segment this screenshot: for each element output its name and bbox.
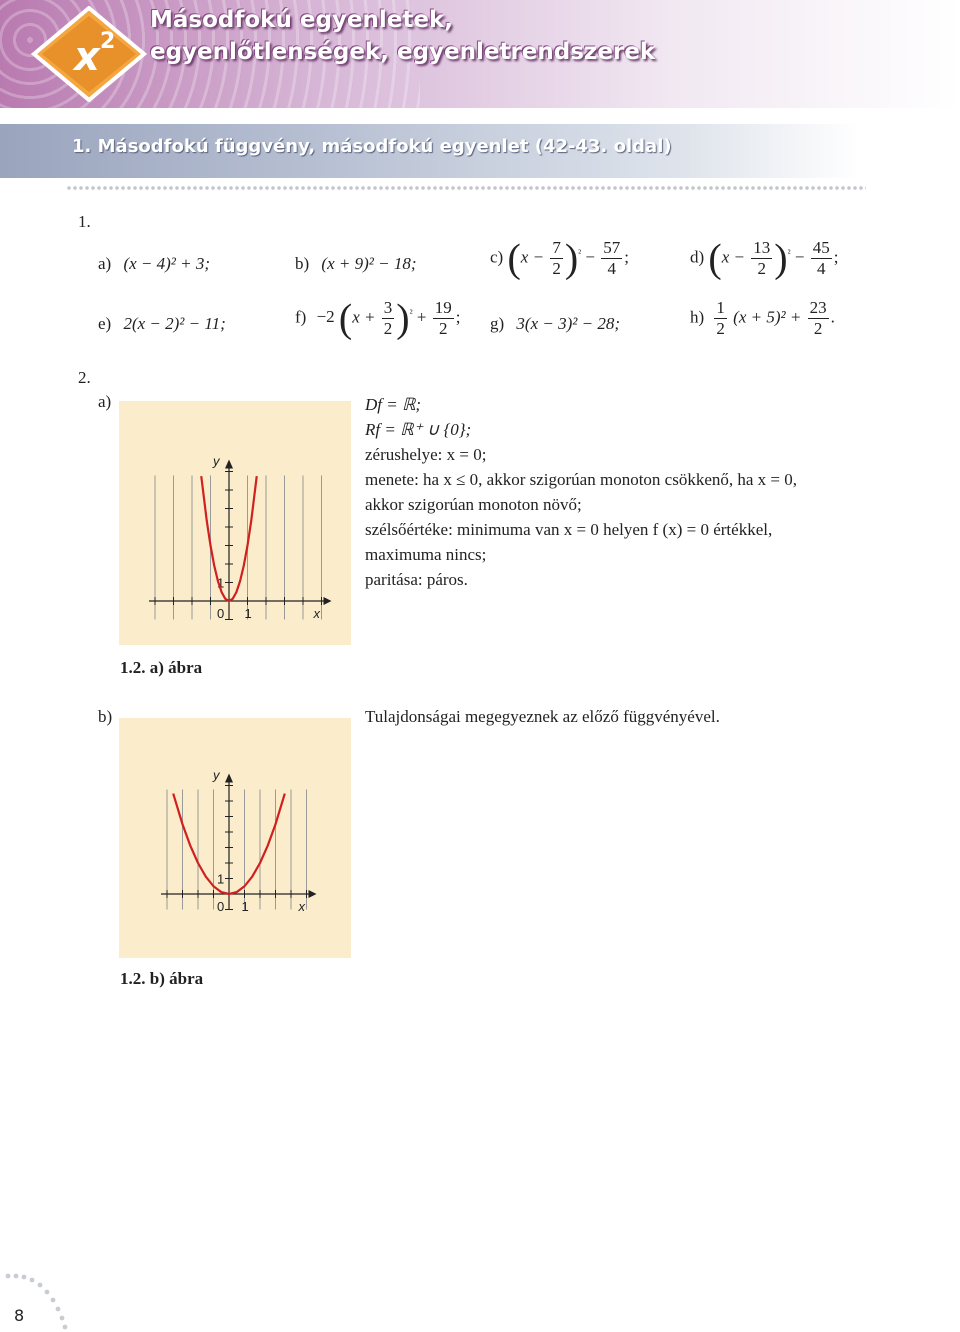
fraction xyxy=(714,298,727,339)
denominator: 4 xyxy=(816,259,826,278)
paren-close: ) xyxy=(774,235,788,281)
item-h xyxy=(690,298,835,339)
numerator: 3 xyxy=(383,298,393,317)
x-unit-label: 1 xyxy=(241,899,249,914)
item-pre: −2 xyxy=(316,307,335,327)
denominator: 2 xyxy=(757,259,767,278)
item-expr: (x + 9)² − 18; xyxy=(321,254,417,273)
x-axis-arrow xyxy=(324,597,332,605)
item-label: h) xyxy=(690,307,705,327)
item-g xyxy=(490,314,620,334)
figure-caption-b: 1.2. b) ábra xyxy=(120,969,204,988)
y-axis-label: y xyxy=(213,453,220,469)
properties-list xyxy=(365,392,797,592)
exponent: ² xyxy=(578,247,582,259)
chapter-title xyxy=(150,4,655,68)
numerator: 7 xyxy=(552,238,561,257)
numerator: 13 xyxy=(753,238,771,257)
y-axis-arrow xyxy=(225,460,233,469)
x-axis-label: x xyxy=(298,899,305,914)
numerator: 1 xyxy=(716,298,725,317)
monotony-line: menete: ha x ≤ 0, akkor szigorúan monoton csökkenő, ha x = 0, xyxy=(365,470,798,489)
item-expr: 2(x − 2)² − 11; xyxy=(123,314,226,333)
item-f xyxy=(295,295,461,341)
item-expr: 3(x − 3)² − 28; xyxy=(516,314,620,333)
terminator: . xyxy=(830,307,835,327)
y-unit-label: 1 xyxy=(217,575,225,591)
fraction xyxy=(601,238,622,279)
y-axis-label: y xyxy=(213,767,220,783)
terminator: ; xyxy=(455,307,461,327)
part-b-text: Tulajdonságai megegyeznek az előző függvényével. xyxy=(365,707,720,726)
figure-caption-a: 1.2. a) ábra xyxy=(120,658,203,677)
denominator: 2 xyxy=(716,319,725,338)
paren-open: ( xyxy=(507,235,521,281)
graph-a-panel xyxy=(119,401,351,645)
terminator: ; xyxy=(624,247,629,267)
monotony-line-2: akkor szigorúan monoton növő; xyxy=(365,495,582,514)
item-b xyxy=(295,254,417,274)
zero-line: zérushelye: x = 0; xyxy=(365,445,487,464)
x-axis-label: x xyxy=(313,606,320,621)
fraction xyxy=(382,298,395,339)
item-e xyxy=(98,314,226,334)
denominator: 2 xyxy=(383,319,393,338)
origin-label: 0 xyxy=(217,606,225,621)
y-axis-arrow xyxy=(225,774,233,783)
item-label: e) xyxy=(98,314,112,333)
denominator: 2 xyxy=(438,319,448,338)
paren-open: ( xyxy=(338,295,353,341)
paren-close: ) xyxy=(564,235,579,281)
y-unit-label: 1 xyxy=(217,871,225,887)
parity-line: paritása: páros. xyxy=(365,570,468,589)
fraction xyxy=(433,298,454,339)
fraction xyxy=(811,238,832,279)
numerator: 19 xyxy=(434,298,452,317)
chapter-title-line1: Másodfokú egyenletek, xyxy=(150,7,453,33)
x-unit-label: 1 xyxy=(244,606,252,621)
exponent: ² xyxy=(409,307,413,319)
paren-open: ( xyxy=(708,235,722,281)
maximum-line: maximuma nincs; xyxy=(365,545,487,564)
denominator: 2 xyxy=(552,259,561,278)
exercise-number: 1. xyxy=(78,212,91,231)
exercise-number: 2. xyxy=(78,368,91,387)
item-d xyxy=(690,235,839,281)
svg-text:x: x xyxy=(74,34,100,80)
terminator: ; xyxy=(833,247,839,267)
chapter-logo-icon xyxy=(30,6,148,102)
dotted-divider xyxy=(66,185,866,191)
paren-close: ) xyxy=(396,295,410,341)
numerator: 45 xyxy=(812,238,830,257)
graph-b-panel xyxy=(119,718,351,958)
fraction xyxy=(751,238,772,279)
exponent: ² xyxy=(787,247,791,259)
operator: − xyxy=(794,247,805,267)
range-line: Rf = ℝ⁺ ∪ {0}; xyxy=(365,420,472,439)
origin-label: 0 xyxy=(217,899,225,914)
svg-text:2: 2 xyxy=(100,29,116,54)
item-expr: (x + 5)² + xyxy=(733,307,802,327)
item-label: f) xyxy=(295,307,307,327)
item-label: b) xyxy=(295,254,310,273)
corner-decoration xyxy=(0,1270,80,1332)
operator: − xyxy=(585,247,595,267)
item-inner: x + xyxy=(352,307,376,327)
denominator: 4 xyxy=(607,259,616,278)
item-label: c) xyxy=(490,247,504,267)
item-label: g) xyxy=(490,314,505,333)
numerator: 23 xyxy=(809,298,827,317)
item-c xyxy=(490,235,629,281)
denominator: 2 xyxy=(813,319,823,338)
item-label: a) xyxy=(98,254,112,273)
graph-a xyxy=(119,401,351,645)
page-number: 8 xyxy=(14,1306,25,1325)
numerator: 57 xyxy=(603,238,621,257)
part-label: a) xyxy=(98,392,112,411)
operator: + xyxy=(416,307,427,327)
graph-b xyxy=(119,718,351,958)
section-title: 1. Másodfokú függvény, másodfokú egyenlet (42-43. oldal) xyxy=(72,136,672,157)
item-a xyxy=(98,254,210,274)
chapter-title-line2: egyenlőtlenségek, egyenletrendszerek xyxy=(150,39,656,65)
extremum-line: szélsőértéke: minimuma van x = 0 helyen f (x) = 0 értékkel, xyxy=(365,520,773,539)
item-expr: (x − 4)² + 3; xyxy=(123,254,211,273)
part-label: b) xyxy=(98,707,113,726)
x-axis-arrow xyxy=(309,890,317,898)
fraction xyxy=(550,238,563,279)
item-pre: x − xyxy=(520,247,545,267)
fraction xyxy=(808,298,829,339)
item-pre: x − xyxy=(721,247,746,267)
item-label: d) xyxy=(690,247,705,267)
domain-line: Df = ℝ; xyxy=(365,395,422,414)
